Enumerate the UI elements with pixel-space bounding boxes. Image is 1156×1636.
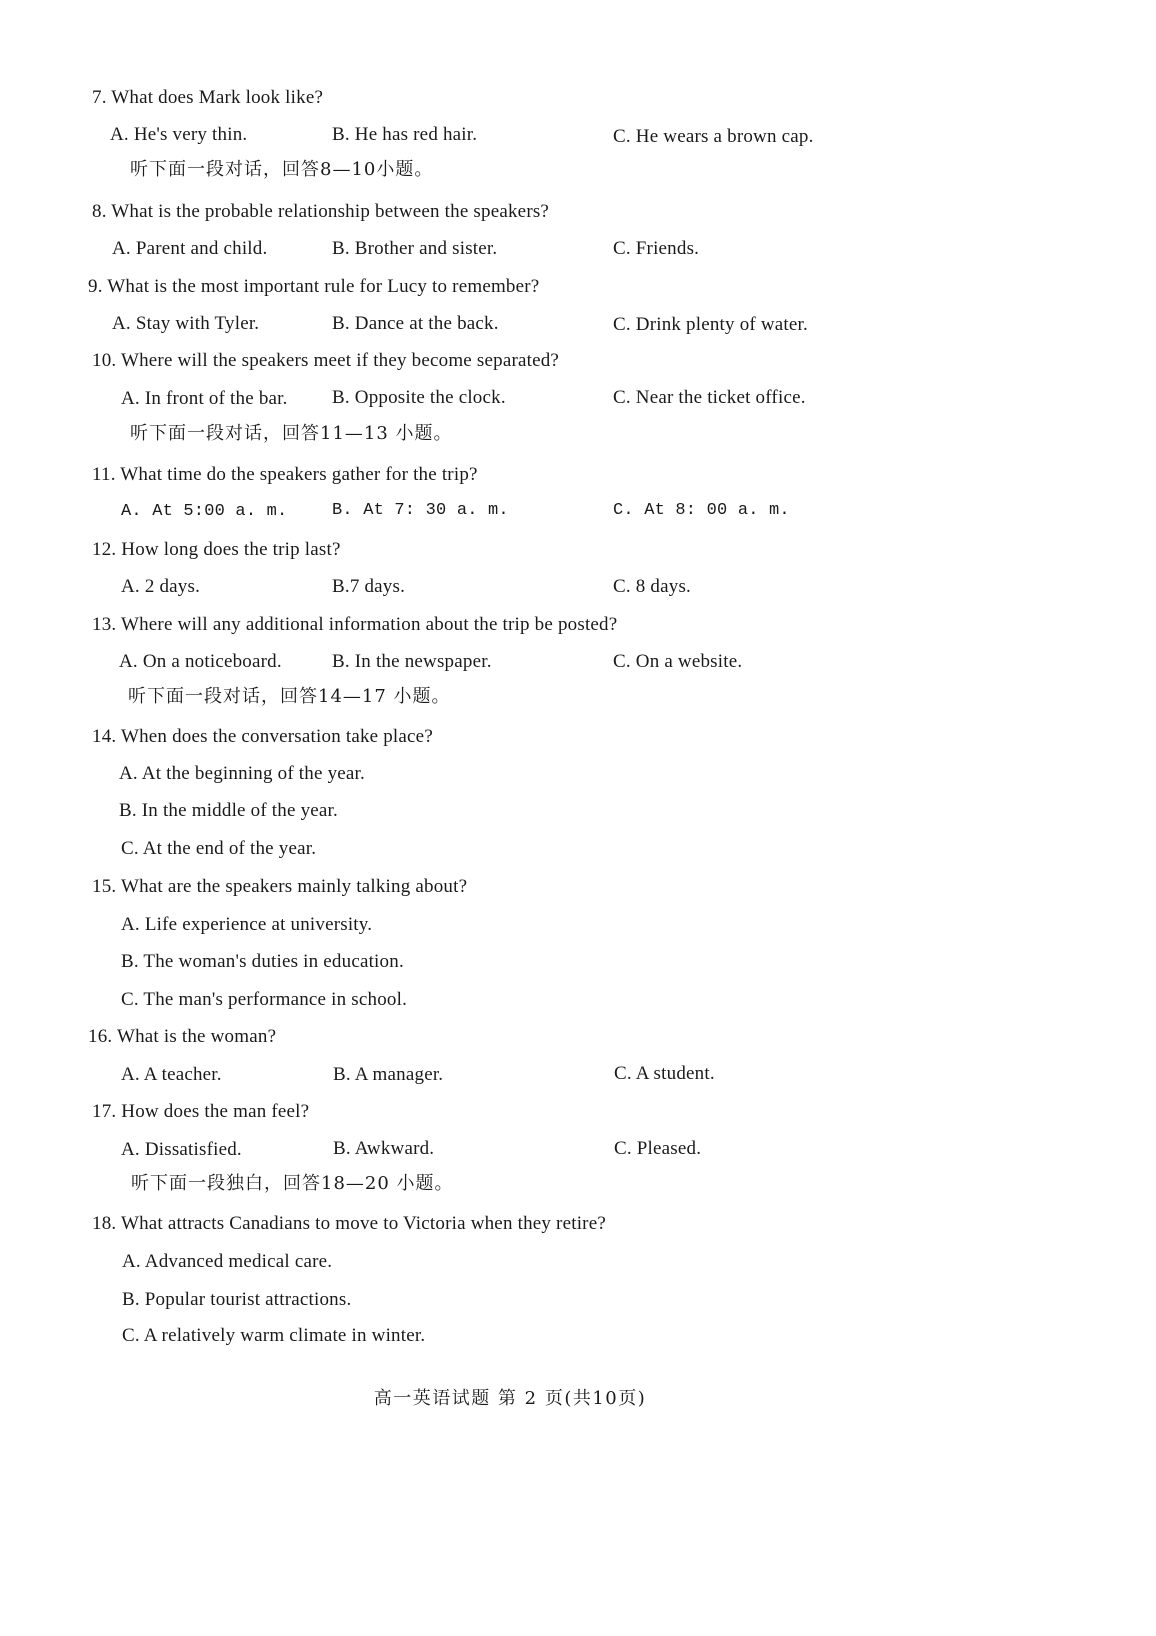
section-instruction-11-13: 听下面一段对话，回答11—13 小题。 [130,423,453,444]
question-9-option-b: B. Dance at the back. [332,313,499,334]
question-12-stem: 12. How long does the trip last? [92,539,341,560]
question-7-stem: 7. What does Mark look like? [92,87,324,108]
question-14-stem: 14. When does the conversation take place? [92,726,433,747]
question-10-option-c: C. Near the ticket office. [613,387,806,408]
question-9-option-a: A. Stay with Tyler. [112,313,260,334]
section-instruction-14-17: 听下面一段对话，回答14—17 小题。 [128,686,451,707]
question-17-option-c: C. Pleased. [614,1138,702,1159]
question-7-option-c: C. He wears a brown cap. [613,126,814,147]
question-10-option-b: B. Opposite the clock. [332,387,506,408]
question-10-option-a: A. In front of the bar. [121,388,288,409]
question-13-option-c: C. On a website. [613,651,743,672]
question-8-stem: 8. What is the probable relationship between the speakers? [92,201,550,222]
question-18-option-c: C. A relatively warm climate in winter. [122,1325,426,1346]
question-12-option-b: B.7 days. [332,576,406,597]
section-instruction-8-10: 听下面一段对话，回答8—10小题。 [130,159,434,180]
question-8-option-b: B. Brother and sister. [332,238,498,259]
question-11-option-c: C. At 8: 00 a. m. [613,501,790,520]
question-9-stem: 9. What is the most important rule for Lucy to remember? [88,276,540,297]
question-11-option-b: B. At 7: 30 a. m. [332,501,509,520]
question-15-option-c: C. The man's performance in school. [121,989,408,1010]
question-14-option-b: B. In the middle of the year. [119,800,338,821]
question-16-option-b: B. A manager. [333,1064,444,1085]
question-11-option-a: A. At 5:00 a. m. [121,502,288,521]
question-12-option-a: A. 2 days. [121,576,201,597]
question-9-option-c: C. Drink plenty of water. [613,314,808,335]
question-14-option-c: C. At the end of the year. [121,838,317,859]
question-17-option-a: A. Dissatisfied. [121,1139,242,1160]
question-7-option-a: A. He's very thin. [110,124,248,145]
question-13-stem: 13. Where will any additional information about the trip be posted? [92,614,618,635]
question-13-option-a: A. On a noticeboard. [119,651,282,672]
question-11-stem: 11. What time do the speakers gather for the trip? [92,464,478,485]
question-18-stem: 18. What attracts Canadians to move to Victoria when they retire? [92,1213,606,1234]
question-8-option-c: C. Friends. [613,238,700,259]
question-15-option-a: A. Life experience at university. [121,914,373,935]
question-16-stem: 16. What is the woman? [88,1026,277,1047]
question-16-option-c: C. A student. [614,1063,715,1084]
question-14-option-a: A. At the beginning of the year. [119,763,365,784]
page-footer: 高一英语试题 第 2 页(共10页) [373,1388,647,1409]
question-18-option-a: A. Advanced medical care. [122,1251,333,1272]
question-10-stem: 10. Where will the speakers meet if they become separated? [92,350,560,371]
question-13-option-b: B. In the newspaper. [332,651,492,672]
question-18-option-b: B. Popular tourist attractions. [122,1289,352,1310]
question-17-stem: 17. How does the man feel? [92,1101,310,1122]
question-17-option-b: B. Awkward. [333,1138,435,1159]
question-16-option-a: A. A teacher. [121,1064,222,1085]
question-15-option-b: B. The woman's duties in education. [121,951,404,972]
question-8-option-a: A. Parent and child. [112,238,268,259]
question-7-option-b: B. He has red hair. [332,124,478,145]
question-12-option-c: C. 8 days. [613,576,691,597]
section-instruction-18-20: 听下面一段独白，回答18—20 小题。 [131,1173,454,1194]
question-15-stem: 15. What are the speakers mainly talking about? [92,876,468,897]
